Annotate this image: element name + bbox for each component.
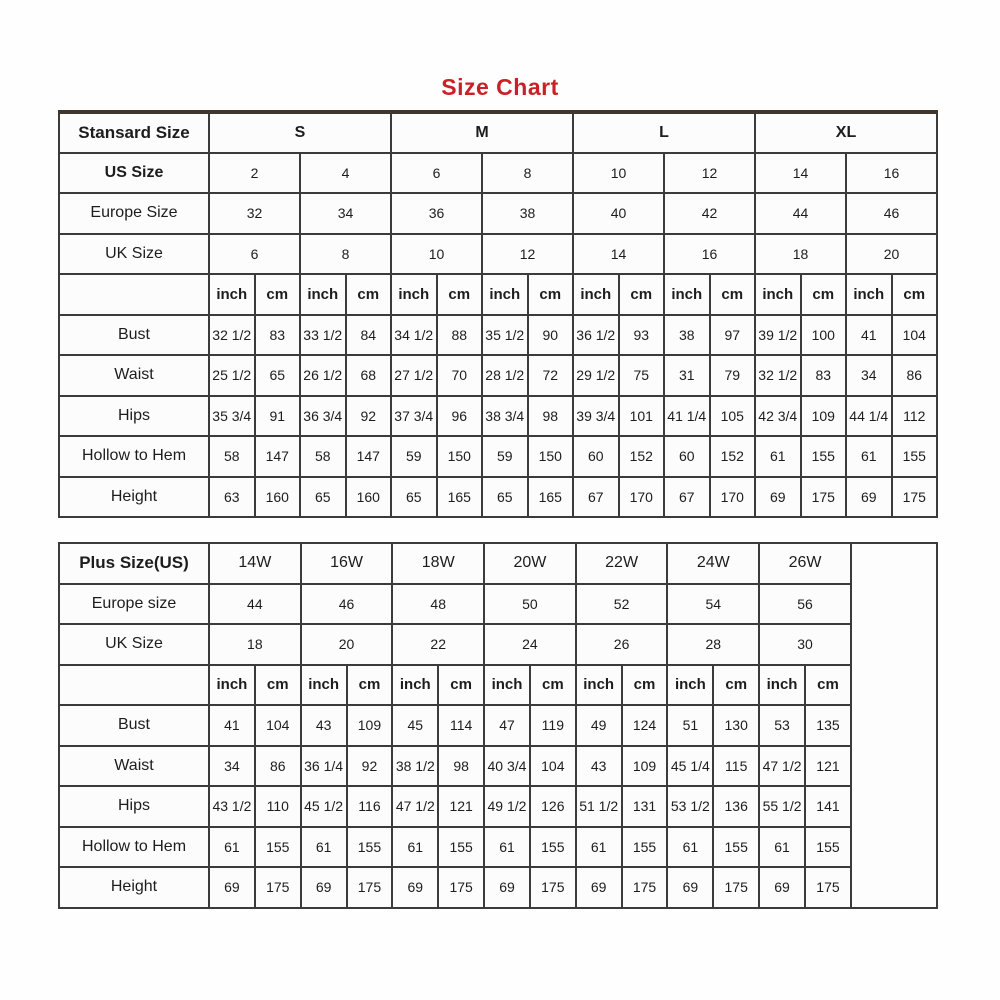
measurement-value-cell: 65 — [300, 477, 346, 518]
measurement-value-cell: 43 1/2 — [209, 786, 255, 827]
size-group-header: L — [573, 112, 755, 153]
measurement-value-cell: 104 — [530, 746, 576, 787]
size-group-header: 18W — [392, 543, 484, 584]
measurement-value-cell: 100 — [801, 315, 847, 356]
size-value-cell: 10 — [573, 153, 664, 194]
measurement-value-cell: 109 — [347, 705, 393, 746]
measurement-value-cell: 155 — [255, 827, 301, 868]
size-value-cell: 8 — [482, 153, 573, 194]
size-value-cell: 54 — [667, 584, 759, 625]
measurement-value-cell: 175 — [255, 867, 301, 908]
size-value-cell: 44 — [755, 193, 846, 234]
measurement-value-cell: 155 — [347, 827, 393, 868]
measurement-value-cell: 45 — [392, 705, 438, 746]
measurement-value-cell: 51 — [667, 705, 713, 746]
unit-header-row — [59, 665, 937, 706]
unit-header-cell: cm — [619, 274, 665, 315]
measurement-value-cell: 25 1/2 — [209, 355, 255, 396]
measurement-value-cell: 47 1/2 — [759, 746, 805, 787]
measurement-value-cell: 40 3/4 — [484, 746, 530, 787]
measurement-value-cell: 60 — [573, 436, 619, 477]
measurement-row — [59, 705, 937, 746]
measurement-value-cell: 131 — [622, 786, 668, 827]
measurement-value-cell: 69 — [392, 867, 438, 908]
table-name-header: Stansard Size — [59, 112, 209, 153]
size-value-cell: 2 — [209, 153, 300, 194]
size-value-cell: 32 — [209, 193, 300, 234]
measurement-value-cell: 41 1/4 — [664, 396, 710, 437]
measurement-value-cell: 69 — [301, 867, 347, 908]
row-label: Height — [59, 867, 209, 908]
measurement-value-cell: 86 — [892, 355, 938, 396]
size-info-row — [59, 193, 937, 234]
measurement-value-cell: 152 — [619, 436, 665, 477]
measurement-value-cell: 83 — [255, 315, 301, 356]
measurement-value-cell: 34 1/2 — [391, 315, 437, 356]
measurement-value-cell: 69 — [846, 477, 892, 518]
size-value-cell: 36 — [391, 193, 482, 234]
size-value-cell: 56 — [759, 584, 851, 625]
unit-header-row — [59, 274, 937, 315]
measurement-value-cell: 70 — [437, 355, 483, 396]
row-label: Hips — [59, 396, 209, 437]
measurement-value-cell: 88 — [437, 315, 483, 356]
size-value-cell: 6 — [209, 234, 300, 275]
size-value-cell: 6 — [391, 153, 482, 194]
measurement-value-cell: 53 — [759, 705, 805, 746]
size-value-cell: 4 — [300, 153, 391, 194]
size-value-cell: 14 — [573, 234, 664, 275]
measurement-value-cell: 49 1/2 — [484, 786, 530, 827]
unit-header-cell: cm — [801, 274, 847, 315]
measurement-value-cell: 32 1/2 — [209, 315, 255, 356]
unit-header-cell: cm — [437, 274, 483, 315]
measurement-value-cell: 92 — [347, 746, 393, 787]
size-value-cell: 8 — [300, 234, 391, 275]
measurement-value-cell: 135 — [805, 705, 851, 746]
measurement-value-cell: 83 — [801, 355, 847, 396]
size-group-header: 14W — [209, 543, 301, 584]
size-value-cell: 12 — [664, 153, 755, 194]
measurement-value-cell: 36 3/4 — [300, 396, 346, 437]
row-label: Bust — [59, 705, 209, 746]
measurement-value-cell: 39 3/4 — [573, 396, 619, 437]
size-value-cell: 44 — [209, 584, 301, 625]
size-group-header: 26W — [759, 543, 851, 584]
size-value-cell: 24 — [484, 624, 576, 665]
measurement-value-cell: 86 — [255, 746, 301, 787]
size-value-cell: 26 — [576, 624, 668, 665]
measurement-value-cell: 91 — [255, 396, 301, 437]
plus-size-table — [58, 542, 938, 909]
size-value-cell: 14 — [755, 153, 846, 194]
row-label: UK Size — [59, 234, 209, 275]
unit-header-cell: cm — [438, 665, 484, 706]
measurement-value-cell: 150 — [528, 436, 574, 477]
measurement-value-cell: 93 — [619, 315, 665, 356]
size-group-header: XL — [755, 112, 937, 153]
measurement-value-cell: 175 — [438, 867, 484, 908]
measurement-row — [59, 827, 937, 868]
size-info-row — [59, 153, 937, 194]
measurement-value-cell: 114 — [438, 705, 484, 746]
measurement-value-cell: 175 — [801, 477, 847, 518]
measurement-value-cell: 61 — [759, 827, 805, 868]
measurement-value-cell: 165 — [528, 477, 574, 518]
measurement-value-cell: 79 — [710, 355, 756, 396]
measurement-value-cell: 109 — [801, 396, 847, 437]
measurement-value-cell: 58 — [209, 436, 255, 477]
measurement-value-cell: 175 — [713, 867, 759, 908]
unit-header-cell: inch — [576, 665, 622, 706]
row-label: Bust — [59, 315, 209, 356]
size-info-row — [59, 234, 937, 275]
measurement-value-cell: 33 1/2 — [300, 315, 346, 356]
unit-header-cell: cm — [528, 274, 574, 315]
measurement-value-cell: 155 — [892, 436, 938, 477]
measurement-value-cell: 58 — [300, 436, 346, 477]
measurement-value-cell: 44 1/4 — [846, 396, 892, 437]
measurement-value-cell: 115 — [713, 746, 759, 787]
standard-size-table — [58, 110, 938, 518]
measurement-value-cell: 65 — [482, 477, 528, 518]
measurement-value-cell: 36 1/4 — [301, 746, 347, 787]
size-value-cell: 34 — [300, 193, 391, 234]
measurement-value-cell: 67 — [664, 477, 710, 518]
measurement-value-cell: 41 — [209, 705, 255, 746]
measurement-value-cell: 67 — [573, 477, 619, 518]
measurement-value-cell: 26 1/2 — [300, 355, 346, 396]
size-group-header: 22W — [576, 543, 668, 584]
measurement-value-cell: 97 — [710, 315, 756, 356]
table-name-header: Plus Size(US) — [59, 543, 209, 584]
measurement-value-cell: 61 — [755, 436, 801, 477]
unit-header-cell: inch — [484, 665, 530, 706]
size-group-header-row — [59, 112, 937, 153]
unit-header-cell: cm — [622, 665, 668, 706]
measurement-value-cell: 34 — [846, 355, 892, 396]
size-group-header: 24W — [667, 543, 759, 584]
row-label: Hollow to Hem — [59, 436, 209, 477]
measurement-value-cell: 31 — [664, 355, 710, 396]
size-info-row — [59, 624, 937, 665]
measurement-value-cell: 35 1/2 — [482, 315, 528, 356]
measurement-value-cell: 47 — [484, 705, 530, 746]
empty-column-cell — [851, 543, 937, 908]
row-label: UK Size — [59, 624, 209, 665]
measurement-value-cell: 110 — [255, 786, 301, 827]
unit-header-cell: inch — [482, 274, 528, 315]
row-label: Hollow to Hem — [59, 827, 209, 868]
unit-header-cell: inch — [664, 274, 710, 315]
size-group-header: 16W — [301, 543, 393, 584]
measurement-value-cell: 170 — [619, 477, 665, 518]
measurement-value-cell: 69 — [484, 867, 530, 908]
measurement-row — [59, 477, 937, 518]
unit-header-cell: cm — [346, 274, 392, 315]
row-label: Hips — [59, 786, 209, 827]
measurement-value-cell: 61 — [576, 827, 622, 868]
unit-header-cell: cm — [255, 274, 301, 315]
unit-header-cell: cm — [347, 665, 393, 706]
row-label: Waist — [59, 746, 209, 787]
measurement-value-cell: 92 — [346, 396, 392, 437]
measurement-value-cell: 175 — [892, 477, 938, 518]
measurement-value-cell: 53 1/2 — [667, 786, 713, 827]
measurement-value-cell: 61 — [667, 827, 713, 868]
size-value-cell: 30 — [759, 624, 851, 665]
measurement-value-cell: 72 — [528, 355, 574, 396]
measurement-value-cell: 38 3/4 — [482, 396, 528, 437]
unit-header-cell: inch — [846, 274, 892, 315]
measurement-value-cell: 60 — [664, 436, 710, 477]
unit-header-cell: inch — [300, 274, 346, 315]
measurement-value-cell: 61 — [301, 827, 347, 868]
measurement-value-cell: 130 — [713, 705, 759, 746]
measurement-value-cell: 36 1/2 — [573, 315, 619, 356]
size-value-cell: 12 — [482, 234, 573, 275]
size-group-header: S — [209, 112, 391, 153]
unit-header-cell: cm — [892, 274, 938, 315]
measurement-value-cell: 51 1/2 — [576, 786, 622, 827]
measurement-value-cell: 59 — [482, 436, 528, 477]
measurement-value-cell: 175 — [530, 867, 576, 908]
measurement-row — [59, 786, 937, 827]
unit-header-cell: cm — [805, 665, 851, 706]
measurement-value-cell: 155 — [801, 436, 847, 477]
measurement-value-cell: 136 — [713, 786, 759, 827]
measurement-value-cell: 121 — [438, 786, 484, 827]
size-value-cell: 22 — [392, 624, 484, 665]
measurement-value-cell: 42 3/4 — [755, 396, 801, 437]
measurement-value-cell: 141 — [805, 786, 851, 827]
measurement-value-cell: 29 1/2 — [573, 355, 619, 396]
measurement-value-cell: 69 — [759, 867, 805, 908]
measurement-value-cell: 170 — [710, 477, 756, 518]
size-value-cell: 20 — [301, 624, 393, 665]
measurement-value-cell: 45 1/2 — [301, 786, 347, 827]
measurement-value-cell: 38 1/2 — [392, 746, 438, 787]
unit-header-cell: inch — [755, 274, 801, 315]
measurement-value-cell: 39 1/2 — [755, 315, 801, 356]
row-label: Height — [59, 477, 209, 518]
measurement-value-cell: 109 — [622, 746, 668, 787]
measurement-value-cell: 43 — [576, 746, 622, 787]
measurement-value-cell: 61 — [392, 827, 438, 868]
size-value-cell: 18 — [209, 624, 301, 665]
measurement-value-cell: 150 — [437, 436, 483, 477]
measurement-value-cell: 61 — [209, 827, 255, 868]
measurement-value-cell: 160 — [255, 477, 301, 518]
measurement-value-cell: 27 1/2 — [391, 355, 437, 396]
measurement-value-cell: 43 — [301, 705, 347, 746]
measurement-value-cell: 124 — [622, 705, 668, 746]
measurement-value-cell: 69 — [755, 477, 801, 518]
measurement-value-cell: 155 — [713, 827, 759, 868]
unit-row-label — [59, 665, 209, 706]
measurement-value-cell: 126 — [530, 786, 576, 827]
measurement-value-cell: 49 — [576, 705, 622, 746]
measurement-value-cell: 65 — [391, 477, 437, 518]
unit-header-cell: cm — [710, 274, 756, 315]
measurement-value-cell: 35 3/4 — [209, 396, 255, 437]
size-group-header-row — [59, 543, 937, 584]
measurement-value-cell: 61 — [484, 827, 530, 868]
size-value-cell: 40 — [573, 193, 664, 234]
unit-header-cell: inch — [392, 665, 438, 706]
measurement-value-cell: 147 — [346, 436, 392, 477]
measurement-value-cell: 121 — [805, 746, 851, 787]
measurement-value-cell: 90 — [528, 315, 574, 356]
size-group-header: M — [391, 112, 573, 153]
row-label: US Size — [59, 153, 209, 194]
measurement-value-cell: 68 — [346, 355, 392, 396]
size-value-cell: 20 — [846, 234, 937, 275]
measurement-value-cell: 84 — [346, 315, 392, 356]
unit-header-cell: inch — [667, 665, 713, 706]
measurement-value-cell: 147 — [255, 436, 301, 477]
unit-header-cell: inch — [209, 665, 255, 706]
measurement-value-cell: 55 1/2 — [759, 786, 805, 827]
size-value-cell: 38 — [482, 193, 573, 234]
row-label: Europe Size — [59, 193, 209, 234]
measurement-value-cell: 47 1/2 — [392, 786, 438, 827]
measurement-value-cell: 28 1/2 — [482, 355, 528, 396]
size-value-cell: 42 — [664, 193, 755, 234]
unit-header-cell: cm — [530, 665, 576, 706]
measurement-value-cell: 155 — [438, 827, 484, 868]
measurement-value-cell: 101 — [619, 396, 665, 437]
measurement-row — [59, 355, 937, 396]
measurement-value-cell: 34 — [209, 746, 255, 787]
size-info-row — [59, 584, 937, 625]
unit-header-cell: inch — [573, 274, 619, 315]
size-value-cell: 48 — [392, 584, 484, 625]
measurement-value-cell: 65 — [255, 355, 301, 396]
size-value-cell: 10 — [391, 234, 482, 275]
measurement-value-cell: 61 — [846, 436, 892, 477]
unit-header-cell: inch — [759, 665, 805, 706]
measurement-value-cell: 160 — [346, 477, 392, 518]
measurement-value-cell: 119 — [530, 705, 576, 746]
measurement-value-cell: 105 — [710, 396, 756, 437]
measurement-row — [59, 746, 937, 787]
unit-row-label — [59, 274, 209, 315]
measurement-value-cell: 96 — [437, 396, 483, 437]
measurement-value-cell: 37 3/4 — [391, 396, 437, 437]
size-value-cell: 16 — [846, 153, 937, 194]
unit-header-cell: cm — [255, 665, 301, 706]
measurement-value-cell: 112 — [892, 396, 938, 437]
measurement-value-cell: 116 — [347, 786, 393, 827]
row-label: Waist — [59, 355, 209, 396]
measurement-value-cell: 175 — [347, 867, 393, 908]
measurement-value-cell: 175 — [805, 867, 851, 908]
page-title: Size Chart — [441, 74, 559, 100]
size-value-cell: 46 — [846, 193, 937, 234]
unit-header-cell: inch — [209, 274, 255, 315]
measurement-value-cell: 175 — [622, 867, 668, 908]
measurement-row — [59, 867, 937, 908]
measurement-value-cell: 69 — [209, 867, 255, 908]
measurement-value-cell: 38 — [664, 315, 710, 356]
measurement-value-cell: 63 — [209, 477, 255, 518]
size-value-cell: 18 — [755, 234, 846, 275]
size-value-cell: 50 — [484, 584, 576, 625]
measurement-value-cell: 98 — [528, 396, 574, 437]
size-value-cell: 52 — [576, 584, 668, 625]
measurement-value-cell: 32 1/2 — [755, 355, 801, 396]
measurement-row — [59, 436, 937, 477]
size-value-cell: 46 — [301, 584, 393, 625]
measurement-value-cell: 155 — [530, 827, 576, 868]
measurement-value-cell: 155 — [622, 827, 668, 868]
measurement-value-cell: 155 — [805, 827, 851, 868]
size-value-cell: 28 — [667, 624, 759, 665]
measurement-row — [59, 315, 937, 356]
row-label: Europe size — [59, 584, 209, 625]
measurement-value-cell: 165 — [437, 477, 483, 518]
measurement-value-cell: 41 — [846, 315, 892, 356]
size-group-header: 20W — [484, 543, 576, 584]
size-value-cell: 16 — [664, 234, 755, 275]
unit-header-cell: inch — [391, 274, 437, 315]
unit-header-cell: cm — [713, 665, 759, 706]
measurement-value-cell: 45 1/4 — [667, 746, 713, 787]
measurement-value-cell: 104 — [255, 705, 301, 746]
measurement-value-cell: 152 — [710, 436, 756, 477]
measurement-value-cell: 69 — [576, 867, 622, 908]
unit-header-cell: inch — [301, 665, 347, 706]
measurement-value-cell: 69 — [667, 867, 713, 908]
measurement-row — [59, 396, 937, 437]
measurement-value-cell: 75 — [619, 355, 665, 396]
measurement-value-cell: 98 — [438, 746, 484, 787]
measurement-value-cell: 59 — [391, 436, 437, 477]
measurement-value-cell: 104 — [892, 315, 938, 356]
